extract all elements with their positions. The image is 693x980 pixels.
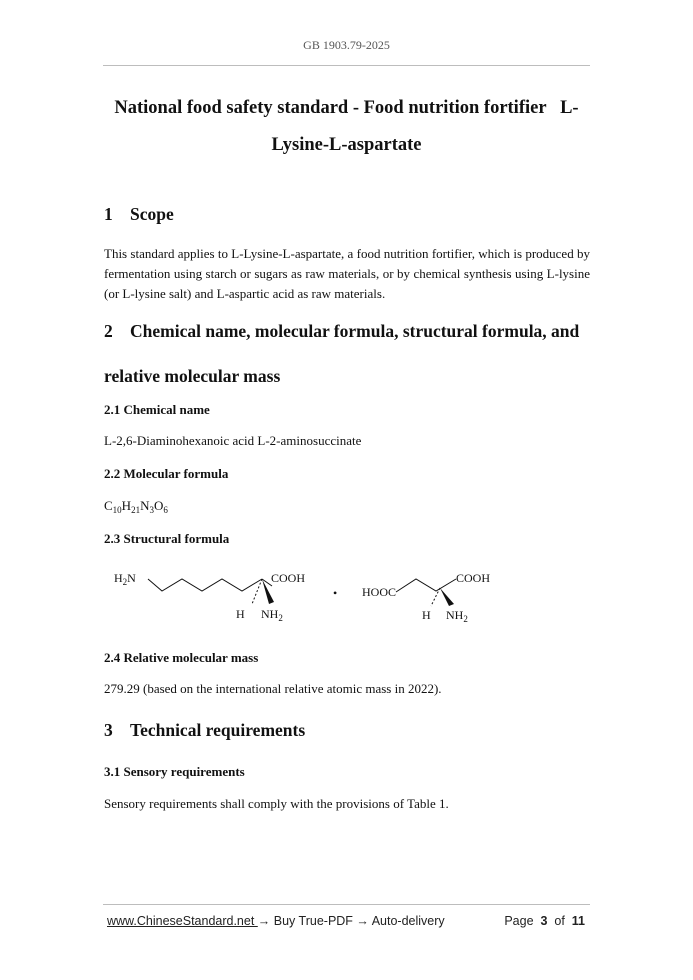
molecular-formula [104,496,590,516]
page-total: 11 [571,914,585,928]
formula-carbon: C [104,498,113,513]
section-title-line-1: Chemical name, molecular formula, structural formula, and [130,321,580,341]
subsection-2-2-heading: 2.2 Molecular formula [104,466,229,481]
website-link[interactable]: www.ChineseStandard.net [107,914,258,928]
lysine-h-label: H [236,607,245,621]
scope-paragraph: This standard applies to L-Lysine-L-aspartate, a food nutrition fortifier, which is produced by fermentation using starch or sugars as raw materials, or by chemical synthesis using L-lysine (or L-lysine salt) and L-aspartic acid as raw materials. [104,246,590,301]
section-3-heading [104,712,305,748]
page-footer [107,914,587,928]
formula-carbon-count: 10 [112,505,122,515]
arrow-right-icon: → [356,914,369,928]
molecular-mass-text: 279.29 (based on the international relative atomic mass in 2022). [104,681,442,696]
aspartate-hooc-label: HOOC [362,585,397,599]
section-number: 1 [104,204,113,224]
section-number: 2 [104,321,113,341]
section-title-line-2: relative molecular mass [104,366,281,386]
sensory-requirements-text: Sensory requirements shall comply with the provisions of Table 1. [104,796,449,811]
footer-rule [103,904,590,905]
header-rule [103,65,590,66]
structural-formula [104,562,590,632]
formula-oxygen-count: 6 [163,505,168,515]
aspartate-chain-bonds [396,579,456,592]
page-indicator [504,914,585,928]
page-number: 3 [540,914,548,928]
subsection-2-4-heading: 2.4 Relative molecular mass [104,650,259,665]
aspartate-nh2-label: $NH_2$ [446,608,468,624]
document-title [103,90,590,164]
section-number: 3 [104,720,113,740]
formula-nitrogen-count: 3 [149,505,154,515]
lysine-hash-bond [252,579,262,604]
buy-pdf-text: Buy True-PDF [270,914,357,928]
title-line-1: National food safety standard - Food nutrition fortifier L- [114,98,579,118]
section-title: Scope [130,204,174,224]
section-2-heading [104,313,590,394]
title-line-2: Lysine-L-aspartate [271,135,422,155]
structural-formula-drawing [104,562,590,632]
lysine-chain-bonds [148,579,262,591]
aspartate-cooh-label: COOH [456,571,491,585]
aspartate-wedge-bond [440,588,454,606]
lysine-cooh-label: COOH [271,571,306,585]
formula-oxygen: O [153,498,164,513]
salt-dot: • [333,586,338,600]
chemical-name-text: L-2,6-Diaminohexanoic acid L-2-aminosuccinate [104,433,362,448]
subsection-2-1-heading: 2.1 Chemical name [104,402,210,417]
of-word: of [554,914,565,928]
section-title: Technical requirements [130,720,306,740]
subsection-3-1-heading: 3.1 Sensory requirements [104,764,245,779]
aspartate-h-label: H [422,608,431,622]
lysine-nh2-label: $NH_2$ [261,607,283,623]
section-1-heading [104,196,174,232]
formula-hydrogen: H [121,498,132,513]
doc-code-header: GB 1903.79-2025 [303,38,390,52]
formula-nitrogen: N [140,498,150,513]
subsection-2-3-heading: 2.3 Structural formula [104,531,230,546]
lysine-amine-label: $H_2N$ [114,571,136,587]
arrow-right-icon: → [257,914,271,928]
formula-hydrogen-count: 21 [131,505,141,515]
page-word: Page [504,914,534,928]
auto-delivery-text: Auto-delivery [368,914,445,928]
